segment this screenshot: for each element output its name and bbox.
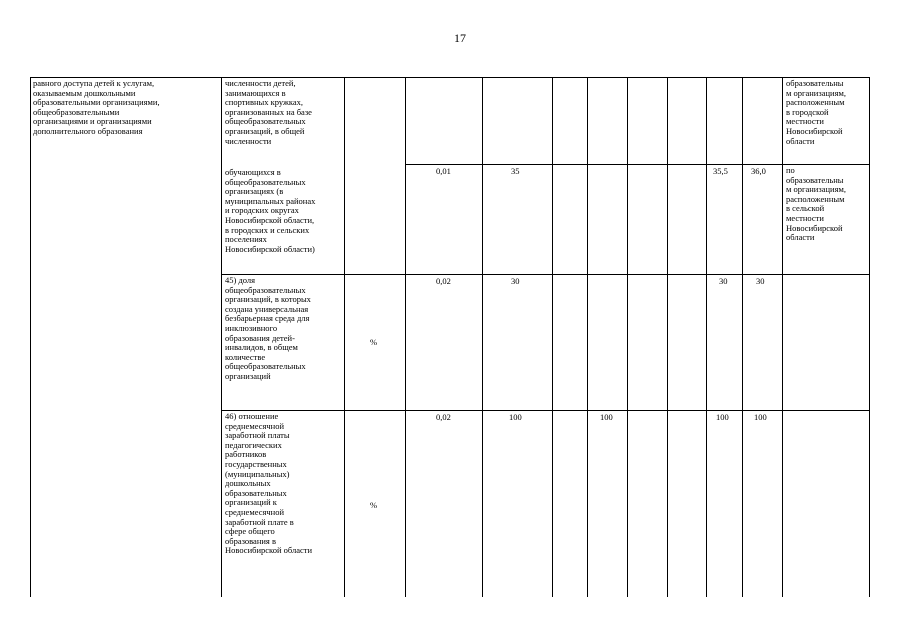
target-value: 35,5: [713, 166, 728, 176]
base-value: 35: [511, 166, 520, 176]
indicator-table: [30, 77, 869, 597]
actual-value: 100: [754, 412, 767, 422]
unit-cell: %: [370, 337, 378, 347]
table-column-divider: [706, 77, 707, 597]
note-cell: по образовательны м организациям, расположенным в сельской местности Новосибирской области: [786, 165, 847, 243]
weight-value: 0,02: [436, 412, 451, 422]
goal-description: равного доступа детей к услугам, оказываемым дошкольными образовательными организациями, общеобразовательными организациями и организациями дополнительного образования: [33, 78, 160, 136]
base-value: 100: [509, 412, 522, 422]
table-row-divider: [221, 410, 870, 411]
weight-value: 0,02: [436, 276, 451, 286]
table-row-divider: [405, 164, 870, 165]
table-border-right: [869, 77, 870, 597]
table-column-divider: [552, 77, 553, 597]
target-value: 100: [716, 412, 729, 422]
actual-value: 36,0: [751, 166, 766, 176]
table-column-divider: [344, 77, 345, 597]
page-number: 17: [454, 31, 466, 45]
table-column-divider: [742, 77, 743, 597]
table-column-divider: [221, 77, 222, 597]
indicator-cell: 45) доля общеобразовательных организаций, в которых создана универсальная безбарьерная среда для инклюзивного образования детей- инвалидов, в общем количестве общеобразовательных организаций: [225, 275, 311, 381]
table-column-divider: [405, 77, 406, 597]
unit-cell: %: [370, 500, 378, 510]
note-cell: образовательны м организациям, расположенным в городской местности Новосибирской области: [786, 78, 847, 146]
table-column-divider: [482, 77, 483, 597]
indicator-cell: 46) отношение среднемесячной заработной платы педагогических работников государственных (муниципальных) дошкольных образовательных организаций к среднемесячной заработной плате в сфере общего образования в Новосибирской области: [225, 411, 313, 556]
indicator-cell: численности детей, занимающихся в спортивных кружках, организованных на базе общеобразовательных организаций, в общей численности: [225, 78, 312, 146]
table-row-divider: [221, 274, 870, 275]
target-value: 30: [719, 276, 728, 286]
year-2022-value: 100: [600, 412, 613, 422]
actual-value: 30: [756, 276, 765, 286]
base-value: 30: [511, 276, 520, 286]
weight-value: 0,01: [436, 166, 451, 176]
table-column-divider: [782, 77, 783, 597]
table-column-divider: [627, 77, 628, 597]
table-border-left: [30, 77, 31, 597]
table-column-divider: [667, 77, 668, 597]
table-border-top: [30, 77, 870, 78]
indicator-cell: обучающихся в общеобразовательных организациях (в муниципальных районах и городских округах Новосибирской области, в городских и сельских поселениях Новосибирской области): [225, 167, 316, 254]
table-column-divider: [587, 77, 588, 597]
